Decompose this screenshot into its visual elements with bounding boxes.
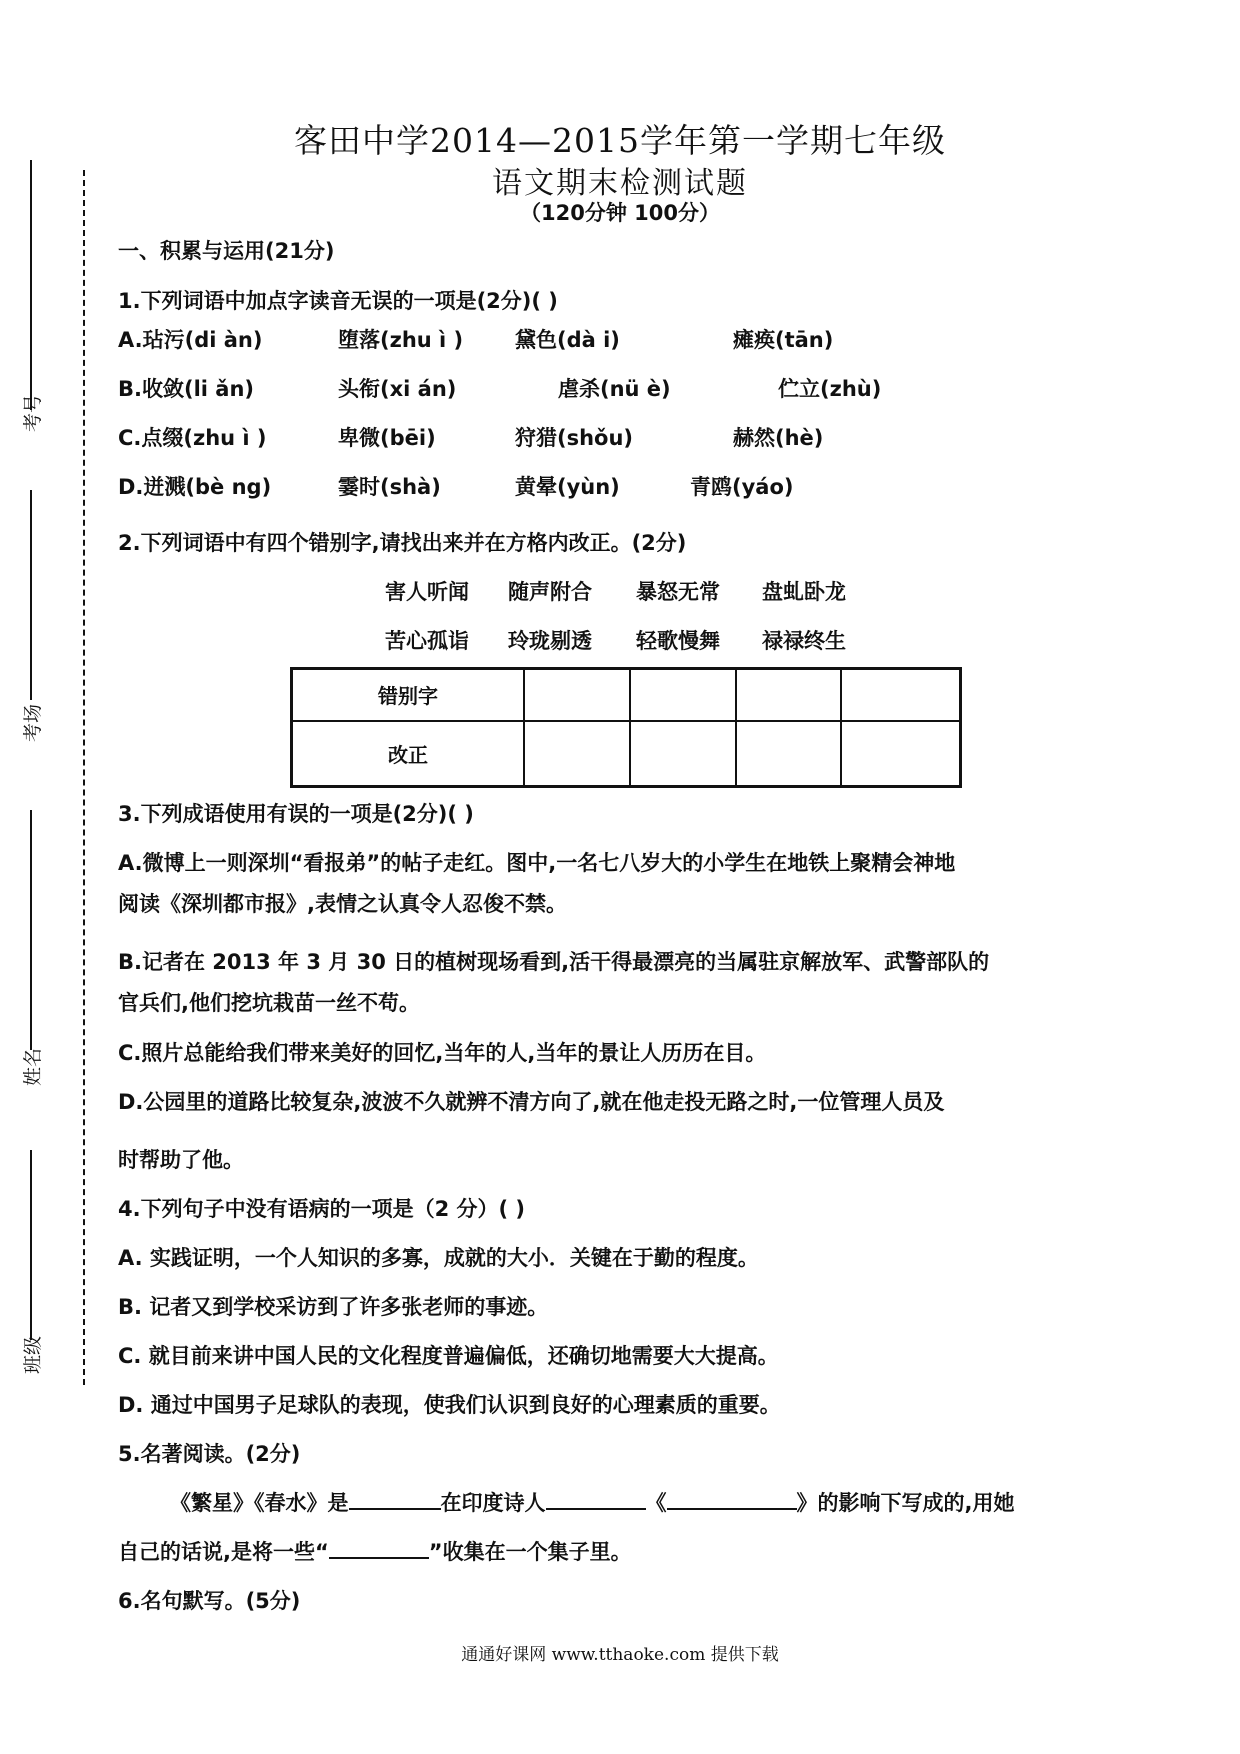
page-footer: 通通好课网 www.tthaoke.com 提供下载 <box>461 1645 779 1665</box>
q5-blank-3[interactable] <box>667 1488 797 1510</box>
q5-paragraph-line1 <box>170 1487 1014 1517</box>
q3-b-line2: 官兵们,他们挖坑栽苗一丝不苟。 <box>118 991 420 1015</box>
side-label-kaohao: 考号 <box>22 393 44 432</box>
q1-a-4: 瘫痪(tān) <box>733 328 834 352</box>
q5-stem: 5.名著阅读。(2分) <box>118 1442 301 1466</box>
answer-cell[interactable] <box>841 669 960 721</box>
q1-d-4: 青鸥(yáo) <box>690 475 794 499</box>
answer-cell[interactable] <box>630 721 736 787</box>
side-label-xingming: 姓名 <box>22 1047 44 1086</box>
table-label-correct: 改正 <box>292 721 525 787</box>
q1-d-1: D.迸溅(bè ng) <box>118 475 272 499</box>
q1-c-1: C.点缀(zhu ì ) <box>118 426 267 450</box>
q1-d-2: 霎时(shà) <box>338 475 441 499</box>
q2-word-4: 盘虬卧龙 <box>762 580 846 604</box>
q1-d-3: 黄晕(yùn) <box>515 475 620 499</box>
q4-d: D. 通过中国男子足球队的表现，使我们认识到良好的心理素质的重要。 <box>118 1393 781 1417</box>
side-label-banji: 班级 <box>22 1335 44 1374</box>
q1-a-2: 堕落(zhu ì ) <box>338 328 464 352</box>
q3-a-line2: 阅读《深圳都市报》,表情之认真令人忍俊不禁。 <box>118 892 567 916</box>
exam-subtitle: 语文期末检测试题 <box>492 166 748 201</box>
q2-word-1: 害人听闻 <box>385 580 469 604</box>
q5-text-5: 自己的话说,是将一些“ <box>118 1540 329 1564</box>
q5-text-2: 在印度诗人 <box>440 1491 546 1515</box>
answer-cell[interactable] <box>524 721 630 787</box>
q5-blank-2[interactable] <box>546 1488 646 1510</box>
q1-b-2: 头衔(xi án) <box>338 377 457 401</box>
answer-cell[interactable] <box>736 669 842 721</box>
q3-a-line1: A.微博上一则深圳“看报弟”的帖子走红。图中,一名七八岁大的小学生在地铁上聚精会神地 <box>118 851 956 875</box>
q1-c-3: 狩猎(shǒu) <box>515 426 634 450</box>
q2-word-7: 轻歌慢舞 <box>636 629 720 653</box>
table-label-wrong: 错别字 <box>292 669 525 721</box>
correction-table <box>290 667 962 788</box>
q5-paragraph-line2 <box>118 1536 632 1566</box>
side-line-kaochang <box>30 490 32 700</box>
side-line-xingming <box>30 810 32 1050</box>
q3-stem: 3.下列成语使用有误的一项是(2分)( ) <box>118 802 474 826</box>
q5-blank-4[interactable] <box>329 1537 429 1559</box>
q4-stem: 4.下列句子中没有语病的一项是（2 分）( ) <box>118 1197 526 1221</box>
q1-a-1: A.玷污(di àn) <box>118 328 263 352</box>
q5-text-4: 》的影响下写成的,用她 <box>796 1491 1015 1515</box>
q2-word-6: 玲珑剔透 <box>508 629 592 653</box>
q2-word-8: 禄禄终生 <box>762 629 846 653</box>
q2-word-5: 苦心孤诣 <box>385 629 469 653</box>
q2-word-2: 随声附合 <box>508 580 592 604</box>
q5-blank-1[interactable] <box>349 1488 441 1510</box>
q2-word-3: 暴怒无常 <box>636 580 720 604</box>
exam-title: 客田中学2014—2015学年第一学期七年级 <box>294 121 946 160</box>
q3-d-line1: D.公园里的道路比较复杂,波波不久就辨不清方向了,就在他走投无路之时,一位管理人员及 <box>118 1090 945 1114</box>
side-label-kaochang: 考场 <box>22 703 44 742</box>
side-line-banji <box>30 1150 32 1340</box>
binding-dashed-line <box>83 170 85 1385</box>
q4-c: C. 就目前来讲中国人民的文化程度普遍偏低，还确切地需要大大提高。 <box>118 1344 779 1368</box>
q6-stem: 6.名句默写。(5分) <box>118 1589 301 1613</box>
q2-stem: 2.下列词语中有四个错别字,请找出来并在方格内改正。(2分) <box>118 531 687 555</box>
answer-cell[interactable] <box>841 721 960 787</box>
q3-d-line2: 时帮助了他。 <box>118 1148 244 1172</box>
q4-a: A. 实践证明，一个人知识的多寡，成就的大小．关键在于勤的程度。 <box>118 1246 759 1270</box>
q1-stem: 1.下列词语中加点字读音无误的一项是(2分)( ) <box>118 289 558 313</box>
answer-cell[interactable] <box>736 721 842 787</box>
answer-cell[interactable] <box>630 669 736 721</box>
q1-b-3: 虐杀(nü è) <box>558 377 671 401</box>
q4-b: B. 记者又到学校采访到了许多张老师的事迹。 <box>118 1295 549 1319</box>
q1-c-4: 赫然(hè) <box>733 426 824 450</box>
q5-text-6: ”收集在一个集子里。 <box>428 1540 632 1564</box>
q5-text-3: 《 <box>645 1491 667 1515</box>
q1-b-1: B.收敛(li ǎn) <box>118 377 255 401</box>
q3-c: C.照片总能给我们带来美好的回忆,当年的人,当年的景让人历历在目。 <box>118 1041 767 1065</box>
q1-a-3: 黛色(dà i) <box>515 328 620 352</box>
q5-text-1: 《繁星》《春水》是 <box>170 1491 349 1515</box>
q1-c-2: 卑微(bēi) <box>338 426 436 450</box>
exam-duration: （120分钟 100分） <box>520 201 720 225</box>
section-heading: 一、积累与运用(21分) <box>118 239 335 263</box>
answer-cell[interactable] <box>524 669 630 721</box>
q1-b-4: 伫立(zhù) <box>778 377 882 401</box>
q3-b-line1: B.记者在 2013 年 3 月 30 日的植树现场看到,活干得最漂亮的当属驻京解放军、武警部队的 <box>118 950 990 974</box>
